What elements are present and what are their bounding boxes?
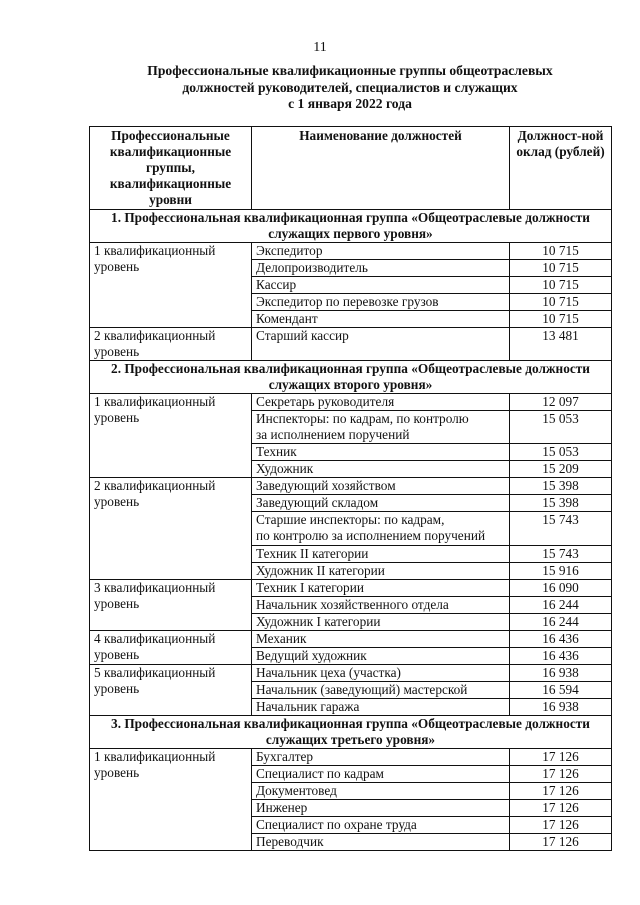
position-name-line: Художник [256,461,314,477]
table-row [90,748,612,765]
salary-value: 15 209 [510,461,612,478]
position-name-line: Начальник гаража [256,698,360,714]
position-name-line: Начальник хозяйственного отдела [256,596,449,612]
position-name-line: Бухгалтер [256,748,314,764]
group-title-line: 1. Профессиональная квалификационная группа «Общеотраслевые должности [111,210,590,225]
position-name [252,411,510,444]
position-name-line: Делопроизводитель [256,260,368,275]
position-name-line: Ведущий художник [256,647,367,663]
table-row [90,664,612,681]
group-title [90,715,612,748]
salary-value: 10 715 [510,294,612,311]
salary-value: 12 097 [510,394,612,411]
position-name-line: Переводчик [256,833,324,849]
column-header-group: Профессиональные квалификационные группы, квалификационные уровни [90,127,252,210]
position-name-line: Документовед [256,782,337,798]
group-title-row [90,361,612,394]
column-header-position: Наименование должностей [252,127,510,210]
salary-value: 17 126 [510,748,612,765]
position-name-line: Техник [256,444,297,460]
group-title [90,361,612,394]
document-title [60,63,640,113]
qualification-level: 1 квалификационный уровень [90,748,252,850]
position-name [252,647,510,664]
position-name [252,596,510,613]
position-name [252,277,510,294]
position-name [252,444,510,461]
table-row [90,579,612,596]
salary-value: 16 244 [510,613,612,630]
group-title-line: 2. Профессиональная квалификационная группа «Общеотраслевые должности [111,361,590,376]
table-row [90,243,612,260]
qualification-level: 1 квалификационный уровень [90,243,252,328]
position-name [252,782,510,799]
salary-value: 10 715 [510,260,612,277]
table-row [90,328,612,361]
position-name [252,545,510,562]
position-name-line: Экспедитор по перевозке грузов [256,294,439,309]
salary-value: 10 715 [510,243,612,260]
salary-value: 15 916 [510,562,612,579]
group-title [90,210,612,243]
salary-value: 15 743 [510,512,612,545]
position-name [252,243,510,260]
table-header-row [90,127,612,210]
position-name [252,328,510,361]
position-name-line: Механик [256,630,307,646]
qualification-level: 5 квалификационный уровень [90,664,252,715]
page-number: 11 [313,40,327,55]
position-name [252,698,510,715]
position-name-line: Специалист по охране труда [256,816,417,832]
salary-value: 16 436 [510,647,612,664]
salary-value: 15 743 [510,545,612,562]
position-name-line: Техник II категории [256,545,369,561]
position-name [252,394,510,411]
table-row [90,478,612,495]
position-name [252,630,510,647]
position-name-line: Экспедитор [256,243,323,258]
position-name [252,478,510,495]
salary-value: 15 053 [510,444,612,461]
qualification-level: 2 квалификационный уровень [90,328,252,361]
position-name [252,260,510,277]
position-name [252,311,510,328]
position-name-line: Начальник (заведующий) мастерской [256,681,468,697]
title-line: должностей руководителей, специалистов и служащих [182,79,518,95]
position-name-line: Инспекторы: по кадрам, по контролю [256,411,469,426]
position-name-line: Старший кассир [256,328,349,343]
position-name [252,833,510,850]
salary-value: 17 126 [510,833,612,850]
salary-value: 16 938 [510,664,612,681]
salary-value: 10 715 [510,311,612,328]
position-name [252,294,510,311]
position-name-line: Инженер [256,799,308,815]
salary-value: 16 938 [510,698,612,715]
salary-value: 15 398 [510,478,612,495]
position-name [252,512,510,545]
position-name [252,799,510,816]
position-name [252,681,510,698]
salary-value: 17 126 [510,816,612,833]
position-name-line: Старшие инспекторы: по кадрам, [256,512,445,528]
group-title-line: служащих второго уровня» [268,377,433,392]
position-name-line: Заведующий хозяйством [256,478,396,494]
group-title-row [90,715,612,748]
qualification-level: 3 квалификационный уровень [90,579,252,630]
column-header-salary: Должност-ной оклад (рублей) [510,127,612,210]
position-name-line: Секретарь руководителя [256,394,395,409]
group-title-row [90,210,612,243]
salary-table [89,126,612,851]
salary-value: 17 126 [510,782,612,799]
group-title-line: 3. Профессиональная квалификационная группа «Общеотраслевые должности [111,715,590,731]
group-title-line: служащих третьего уровня» [265,731,436,747]
qualification-level: 4 квалификационный уровень [90,630,252,664]
position-name [252,495,510,512]
salary-value: 15 053 [510,411,612,444]
position-name-line: Кассир [256,277,297,292]
table-row [90,394,612,411]
qualification-level: 1 квалификационный уровень [90,394,252,478]
qualification-level: 2 квалификационный уровень [90,478,252,579]
position-name [252,613,510,630]
salary-value: 16 090 [510,579,612,596]
salary-value: 15 398 [510,495,612,512]
title-line: Профессиональные квалификационные группы общеотраслевых [147,63,553,78]
position-name-line: Художник II категории [256,562,385,578]
position-name [252,816,510,833]
position-name-line: Комендант [256,311,318,326]
position-name [252,748,510,765]
salary-value: 13 481 [510,328,612,361]
position-name-line: Заведующий складом [256,495,379,511]
position-name [252,562,510,579]
salary-value: 16 244 [510,596,612,613]
position-name-line: Специалист по кадрам [256,765,384,781]
position-name-line: Начальник цеха (участка) [256,664,401,680]
salary-value: 17 126 [510,799,612,816]
position-name [252,664,510,681]
salary-value: 16 436 [510,630,612,647]
position-name-line: за исполнением поручений [256,427,410,442]
salary-value: 16 594 [510,681,612,698]
position-name-line: Художник I категории [256,613,381,629]
salary-value: 10 715 [510,277,612,294]
salary-value: 17 126 [510,765,612,782]
position-name [252,765,510,782]
position-name [252,579,510,596]
position-name [252,461,510,478]
group-title-line: служащих первого уровня» [268,226,433,241]
position-name-line: Техник I категории [256,579,364,595]
position-name-line: по контролю за исполнением поручений [256,528,486,544]
table-row [90,630,612,647]
title-line: с 1 января 2022 года [288,96,412,111]
table-body [90,210,612,851]
